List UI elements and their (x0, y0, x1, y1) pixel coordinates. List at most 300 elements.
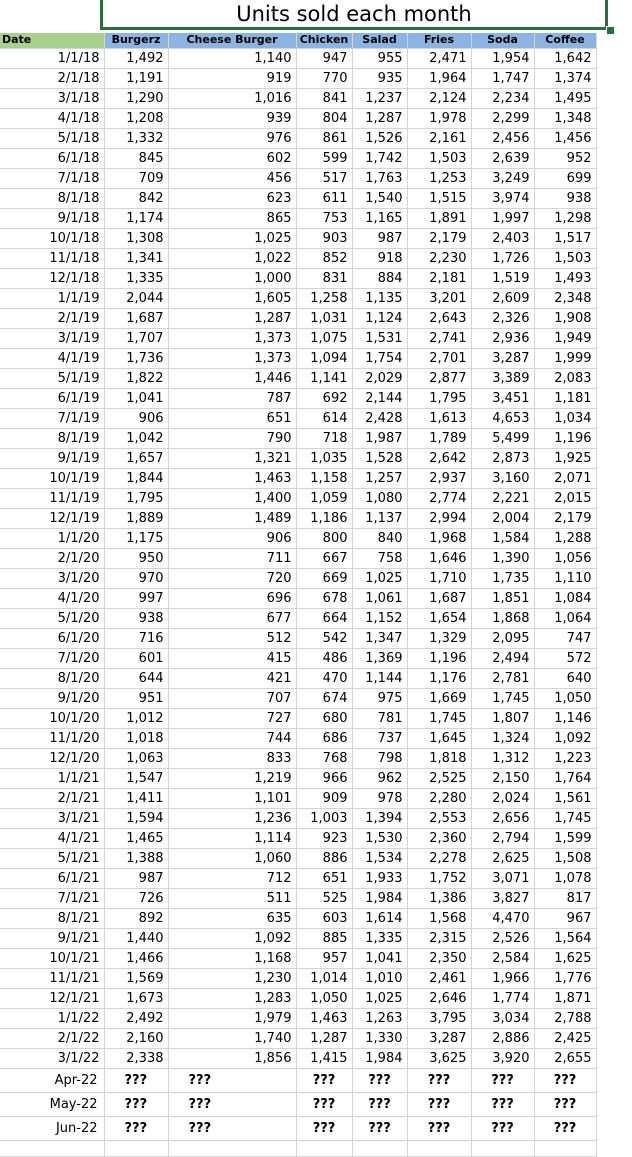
value-cell[interactable]: 2,029 (352, 368, 407, 388)
value-cell[interactable]: 1,003 (296, 808, 352, 828)
value-cell[interactable]: 938 (534, 188, 596, 208)
forecast-value-cell[interactable]: ??? (407, 1068, 471, 1092)
value-cell[interactable]: 1,141 (296, 368, 352, 388)
value-cell[interactable]: 906 (104, 408, 168, 428)
value-cell[interactable]: 1,012 (104, 708, 168, 728)
value-cell[interactable]: 1,373 (168, 328, 296, 348)
value-cell[interactable]: 1,987 (352, 428, 407, 448)
date-cell[interactable]: 7/1/20 (0, 648, 104, 668)
value-cell[interactable]: 2,083 (534, 368, 596, 388)
value-cell[interactable]: 1,025 (168, 228, 296, 248)
value-cell[interactable]: 718 (296, 428, 352, 448)
value-cell[interactable]: 976 (168, 128, 296, 148)
value-cell[interactable]: 2,492 (104, 1008, 168, 1028)
value-cell[interactable]: 1,137 (352, 508, 407, 528)
value-cell[interactable]: 674 (296, 688, 352, 708)
value-cell[interactable]: 1,146 (534, 708, 596, 728)
value-cell[interactable]: 804 (296, 108, 352, 128)
value-cell[interactable]: 957 (296, 948, 352, 968)
value-cell[interactable]: 1,080 (352, 488, 407, 508)
value-cell[interactable]: 1,818 (407, 748, 471, 768)
value-cell[interactable]: 709 (104, 168, 168, 188)
value-cell[interactable]: 1,508 (534, 848, 596, 868)
value-cell[interactable]: 1,078 (534, 868, 596, 888)
value-cell[interactable]: 1,968 (407, 528, 471, 548)
value-cell[interactable]: 3,201 (407, 288, 471, 308)
value-cell[interactable]: 669 (296, 568, 352, 588)
value-cell[interactable]: 1,642 (534, 48, 596, 68)
value-cell[interactable]: 1,031 (296, 308, 352, 328)
forecast-value-cell[interactable]: ??? (168, 1068, 296, 1092)
value-cell[interactable]: 623 (168, 188, 296, 208)
date-cell[interactable]: 6/1/20 (0, 628, 104, 648)
value-cell[interactable]: 1,110 (534, 568, 596, 588)
value-cell[interactable]: 1,041 (352, 948, 407, 968)
value-cell[interactable]: 892 (104, 908, 168, 928)
forecast-date-cell[interactable]: Jun-22 (0, 1116, 104, 1140)
value-cell[interactable]: 707 (168, 688, 296, 708)
value-cell[interactable]: 1,745 (471, 688, 534, 708)
value-cell[interactable]: 1,288 (534, 528, 596, 548)
value-cell[interactable]: 1,253 (407, 168, 471, 188)
value-cell[interactable]: 1,978 (407, 108, 471, 128)
value-cell[interactable]: 2,471 (407, 48, 471, 68)
value-cell[interactable]: 1,258 (296, 288, 352, 308)
value-cell[interactable]: 1,844 (104, 468, 168, 488)
value-cell[interactable]: 2,350 (407, 948, 471, 968)
value-cell[interactable]: 1,312 (471, 748, 534, 768)
empty-cell[interactable] (0, 1140, 104, 1156)
date-cell[interactable]: 10/1/19 (0, 468, 104, 488)
date-cell[interactable]: 2/1/20 (0, 548, 104, 568)
forecast-value-cell[interactable]: ??? (168, 1092, 296, 1116)
value-cell[interactable]: 1,463 (168, 468, 296, 488)
value-cell[interactable]: 1,949 (534, 328, 596, 348)
value-cell[interactable]: 1,335 (104, 268, 168, 288)
value-cell[interactable]: 1,645 (407, 728, 471, 748)
value-cell[interactable]: 1,034 (534, 408, 596, 428)
value-cell[interactable]: 1,495 (534, 88, 596, 108)
forecast-value-cell[interactable]: ??? (352, 1092, 407, 1116)
date-cell[interactable]: 10/1/18 (0, 228, 104, 248)
value-cell[interactable]: 1,219 (168, 768, 296, 788)
value-cell[interactable]: 1,287 (168, 308, 296, 328)
value-cell[interactable]: 2,781 (471, 668, 534, 688)
value-cell[interactable]: 1,135 (352, 288, 407, 308)
forecast-value-cell[interactable]: ??? (104, 1092, 168, 1116)
value-cell[interactable]: 511 (168, 888, 296, 908)
value-cell[interactable]: 1,056 (534, 548, 596, 568)
column-header-fries[interactable]: Fries (407, 33, 471, 48)
date-cell[interactable]: 3/1/22 (0, 1048, 104, 1068)
date-cell[interactable]: 4/1/19 (0, 348, 104, 368)
value-cell[interactable]: 1,966 (471, 968, 534, 988)
value-cell[interactable]: 2,179 (407, 228, 471, 248)
value-cell[interactable]: 787 (168, 388, 296, 408)
value-cell[interactable]: 1,526 (352, 128, 407, 148)
value-cell[interactable]: 1,933 (352, 868, 407, 888)
value-cell[interactable]: 747 (534, 628, 596, 648)
value-cell[interactable]: 2,937 (407, 468, 471, 488)
value-cell[interactable]: 1,752 (407, 868, 471, 888)
value-cell[interactable]: 817 (534, 888, 596, 908)
date-cell[interactable]: 11/1/21 (0, 968, 104, 988)
value-cell[interactable]: 2,221 (471, 488, 534, 508)
column-header-coffee[interactable]: Coffee (534, 33, 596, 48)
value-cell[interactable]: 1,025 (352, 568, 407, 588)
value-cell[interactable]: 1,979 (168, 1008, 296, 1028)
value-cell[interactable]: 2,584 (471, 948, 534, 968)
chart-title-box[interactable] (100, 0, 608, 30)
value-cell[interactable]: 2,161 (407, 128, 471, 148)
value-cell[interactable]: 1,329 (407, 628, 471, 648)
value-cell[interactable]: 1,599 (534, 828, 596, 848)
value-cell[interactable]: 1,196 (534, 428, 596, 448)
value-cell[interactable]: 4,653 (471, 408, 534, 428)
value-cell[interactable]: 1,374 (534, 68, 596, 88)
value-cell[interactable]: 3,287 (407, 1028, 471, 1048)
value-cell[interactable]: 861 (296, 128, 352, 148)
value-cell[interactable]: 603 (296, 908, 352, 928)
value-cell[interactable]: 987 (104, 868, 168, 888)
value-cell[interactable]: 1,465 (104, 828, 168, 848)
value-cell[interactable]: 2,877 (407, 368, 471, 388)
date-cell[interactable]: 6/1/18 (0, 148, 104, 168)
value-cell[interactable]: 1,084 (534, 588, 596, 608)
value-cell[interactable]: 758 (352, 548, 407, 568)
value-cell[interactable]: 2,456 (471, 128, 534, 148)
value-cell[interactable]: 3,827 (471, 888, 534, 908)
value-cell[interactable]: 2,642 (407, 448, 471, 468)
value-cell[interactable]: 1,394 (352, 808, 407, 828)
date-cell[interactable]: 9/1/20 (0, 688, 104, 708)
date-cell[interactable]: 8/1/21 (0, 908, 104, 928)
value-cell[interactable]: 1,547 (104, 768, 168, 788)
value-cell[interactable]: 644 (104, 668, 168, 688)
value-cell[interactable]: 1,287 (352, 108, 407, 128)
value-cell[interactable]: 2,315 (407, 928, 471, 948)
value-cell[interactable]: 726 (104, 888, 168, 908)
value-cell[interactable]: 3,249 (471, 168, 534, 188)
value-cell[interactable]: 1,789 (407, 428, 471, 448)
value-cell[interactable]: 1,534 (352, 848, 407, 868)
value-cell[interactable]: 1,223 (534, 748, 596, 768)
date-cell[interactable]: 11/1/19 (0, 488, 104, 508)
value-cell[interactable]: 1,871 (534, 988, 596, 1008)
value-cell[interactable]: 1,795 (104, 488, 168, 508)
value-cell[interactable]: 1,101 (168, 788, 296, 808)
value-cell[interactable]: 1,735 (471, 568, 534, 588)
value-cell[interactable]: 966 (296, 768, 352, 788)
value-cell[interactable]: 1,736 (104, 348, 168, 368)
value-cell[interactable]: 884 (352, 268, 407, 288)
value-cell[interactable]: 1,657 (104, 448, 168, 468)
value-cell[interactable]: 517 (296, 168, 352, 188)
value-cell[interactable]: 3,071 (471, 868, 534, 888)
value-cell[interactable]: 2,701 (407, 348, 471, 368)
value-cell[interactable]: 1,324 (471, 728, 534, 748)
value-cell[interactable]: 1,114 (168, 828, 296, 848)
value-cell[interactable]: 1,776 (534, 968, 596, 988)
value-cell[interactable]: 997 (104, 588, 168, 608)
value-cell[interactable]: 1,774 (471, 988, 534, 1008)
value-cell[interactable]: 1,489 (168, 508, 296, 528)
value-cell[interactable]: 1,010 (352, 968, 407, 988)
date-cell[interactable]: 7/1/19 (0, 408, 104, 428)
value-cell[interactable]: 1,415 (296, 1048, 352, 1068)
date-cell[interactable]: 2/1/18 (0, 68, 104, 88)
value-cell[interactable]: 3,625 (407, 1048, 471, 1068)
date-cell[interactable]: 4/1/18 (0, 108, 104, 128)
forecast-value-cell[interactable]: ??? (534, 1092, 596, 1116)
forecast-date-cell[interactable]: May-22 (0, 1092, 104, 1116)
value-cell[interactable]: 1,347 (352, 628, 407, 648)
value-cell[interactable]: 842 (104, 188, 168, 208)
value-cell[interactable]: 1,446 (168, 368, 296, 388)
value-cell[interactable]: 1,298 (534, 208, 596, 228)
value-cell[interactable]: 512 (168, 628, 296, 648)
value-cell[interactable]: 2,643 (407, 308, 471, 328)
value-cell[interactable]: 1,332 (104, 128, 168, 148)
value-cell[interactable]: 2,774 (407, 488, 471, 508)
value-cell[interactable]: 1,140 (168, 48, 296, 68)
value-cell[interactable]: 1,400 (168, 488, 296, 508)
value-cell[interactable]: 1,175 (104, 528, 168, 548)
value-cell[interactable]: 1,889 (104, 508, 168, 528)
value-cell[interactable]: 2,278 (407, 848, 471, 868)
value-cell[interactable]: 967 (534, 908, 596, 928)
value-cell[interactable]: 1,493 (534, 268, 596, 288)
value-cell[interactable]: 2,181 (407, 268, 471, 288)
value-cell[interactable]: 1,561 (534, 788, 596, 808)
forecast-value-cell[interactable]: ??? (296, 1116, 352, 1140)
value-cell[interactable]: 696 (168, 588, 296, 608)
value-cell[interactable]: 947 (296, 48, 352, 68)
value-cell[interactable]: 1,625 (534, 948, 596, 968)
value-cell[interactable]: 415 (168, 648, 296, 668)
value-cell[interactable]: 2,873 (471, 448, 534, 468)
value-cell[interactable]: 886 (296, 848, 352, 868)
value-cell[interactable]: 2,160 (104, 1028, 168, 1048)
value-cell[interactable]: 1,168 (168, 948, 296, 968)
value-cell[interactable]: 1,997 (471, 208, 534, 228)
value-cell[interactable]: 1,726 (471, 248, 534, 268)
value-cell[interactable]: 3,974 (471, 188, 534, 208)
value-cell[interactable]: 1,061 (352, 588, 407, 608)
value-cell[interactable]: 2,788 (534, 1008, 596, 1028)
value-cell[interactable]: 1,263 (352, 1008, 407, 1028)
value-cell[interactable]: 1,075 (296, 328, 352, 348)
value-cell[interactable]: 1,569 (104, 968, 168, 988)
value-cell[interactable]: 939 (168, 108, 296, 128)
value-cell[interactable]: 2,230 (407, 248, 471, 268)
value-cell[interactable]: 692 (296, 388, 352, 408)
date-cell[interactable]: 7/1/18 (0, 168, 104, 188)
value-cell[interactable]: 1,605 (168, 288, 296, 308)
value-cell[interactable]: 1,568 (407, 908, 471, 928)
value-cell[interactable]: 1,176 (407, 668, 471, 688)
value-cell[interactable]: 2,338 (104, 1048, 168, 1068)
value-cell[interactable]: 2,494 (471, 648, 534, 668)
value-cell[interactable]: 923 (296, 828, 352, 848)
value-cell[interactable]: 1,158 (296, 468, 352, 488)
value-cell[interactable]: 909 (296, 788, 352, 808)
value-cell[interactable]: 1,092 (168, 928, 296, 948)
value-cell[interactable]: 1,646 (407, 548, 471, 568)
value-cell[interactable]: 753 (296, 208, 352, 228)
date-cell[interactable]: 9/1/18 (0, 208, 104, 228)
value-cell[interactable]: 950 (104, 548, 168, 568)
value-cell[interactable]: 2,179 (534, 508, 596, 528)
forecast-value-cell[interactable]: ??? (407, 1092, 471, 1116)
column-header-date[interactable]: Date (0, 33, 104, 48)
selection-resize-handle[interactable] (606, 26, 615, 35)
value-cell[interactable]: 3,795 (407, 1008, 471, 1028)
value-cell[interactable]: 2,024 (471, 788, 534, 808)
value-cell[interactable]: 1,503 (534, 248, 596, 268)
value-cell[interactable]: 1,174 (104, 208, 168, 228)
empty-cell[interactable] (296, 1140, 352, 1156)
value-cell[interactable]: 602 (168, 148, 296, 168)
value-cell[interactable]: 1,528 (352, 448, 407, 468)
date-cell[interactable]: 4/1/20 (0, 588, 104, 608)
value-cell[interactable]: 903 (296, 228, 352, 248)
value-cell[interactable]: 987 (352, 228, 407, 248)
value-cell[interactable]: 1,208 (104, 108, 168, 128)
date-cell[interactable]: 3/1/20 (0, 568, 104, 588)
value-cell[interactable]: 1,856 (168, 1048, 296, 1068)
value-cell[interactable]: 3,034 (471, 1008, 534, 1028)
value-cell[interactable]: 2,326 (471, 308, 534, 328)
date-cell[interactable]: 3/1/18 (0, 88, 104, 108)
forecast-value-cell[interactable]: ??? (534, 1068, 596, 1092)
value-cell[interactable]: 840 (352, 528, 407, 548)
date-cell[interactable]: 8/1/20 (0, 668, 104, 688)
value-cell[interactable]: 1,000 (168, 268, 296, 288)
value-cell[interactable]: 1,035 (296, 448, 352, 468)
value-cell[interactable]: 1,094 (296, 348, 352, 368)
date-cell[interactable]: 10/1/20 (0, 708, 104, 728)
value-cell[interactable]: 737 (352, 728, 407, 748)
value-cell[interactable]: 651 (168, 408, 296, 428)
value-cell[interactable]: 1,614 (352, 908, 407, 928)
value-cell[interactable]: 2,425 (534, 1028, 596, 1048)
value-cell[interactable]: 1,388 (104, 848, 168, 868)
value-cell[interactable]: 677 (168, 608, 296, 628)
forecast-value-cell[interactable]: ??? (168, 1116, 296, 1140)
value-cell[interactable]: 770 (296, 68, 352, 88)
value-cell[interactable]: 885 (296, 928, 352, 948)
value-cell[interactable]: 1,822 (104, 368, 168, 388)
value-cell[interactable]: 2,360 (407, 828, 471, 848)
value-cell[interactable]: 1,594 (104, 808, 168, 828)
value-cell[interactable]: 1,795 (407, 388, 471, 408)
value-cell[interactable]: 1,050 (296, 988, 352, 1008)
value-cell[interactable]: 1,092 (534, 728, 596, 748)
value-cell[interactable]: 1,984 (352, 1048, 407, 1068)
value-cell[interactable]: 1,018 (104, 728, 168, 748)
value-cell[interactable]: 525 (296, 888, 352, 908)
column-header-soda[interactable]: Soda (471, 33, 534, 48)
value-cell[interactable]: 664 (296, 608, 352, 628)
value-cell[interactable]: 1,687 (104, 308, 168, 328)
value-cell[interactable]: 1,999 (534, 348, 596, 368)
value-cell[interactable]: 1,530 (352, 828, 407, 848)
value-cell[interactable]: 572 (534, 648, 596, 668)
value-cell[interactable]: 2,044 (104, 288, 168, 308)
value-cell[interactable]: 955 (352, 48, 407, 68)
value-cell[interactable]: 1,891 (407, 208, 471, 228)
value-cell[interactable]: 1,954 (471, 48, 534, 68)
value-cell[interactable]: 1,236 (168, 808, 296, 828)
value-cell[interactable]: 1,851 (471, 588, 534, 608)
value-cell[interactable]: 845 (104, 148, 168, 168)
value-cell[interactable]: 1,564 (534, 928, 596, 948)
value-cell[interactable]: 865 (168, 208, 296, 228)
value-cell[interactable]: 2,015 (534, 488, 596, 508)
date-cell[interactable]: 6/1/19 (0, 388, 104, 408)
value-cell[interactable]: 1,152 (352, 608, 407, 628)
value-cell[interactable]: 1,763 (352, 168, 407, 188)
value-cell[interactable]: 2,095 (471, 628, 534, 648)
value-cell[interactable]: 1,321 (168, 448, 296, 468)
value-cell[interactable]: 727 (168, 708, 296, 728)
value-cell[interactable]: 456 (168, 168, 296, 188)
value-cell[interactable]: 1,290 (104, 88, 168, 108)
date-cell[interactable]: 1/1/22 (0, 1008, 104, 1028)
date-cell[interactable]: 4/1/21 (0, 828, 104, 848)
date-cell[interactable]: 11/1/18 (0, 248, 104, 268)
forecast-value-cell[interactable]: ??? (352, 1116, 407, 1140)
value-cell[interactable]: 2,609 (471, 288, 534, 308)
date-cell[interactable]: 12/1/21 (0, 988, 104, 1008)
value-cell[interactable]: 2,936 (471, 328, 534, 348)
value-cell[interactable]: 975 (352, 688, 407, 708)
value-cell[interactable]: 699 (534, 168, 596, 188)
value-cell[interactable]: 2,144 (352, 388, 407, 408)
value-cell[interactable]: 962 (352, 768, 407, 788)
date-cell[interactable]: 8/1/18 (0, 188, 104, 208)
value-cell[interactable]: 1,016 (168, 88, 296, 108)
value-cell[interactable]: 1,050 (534, 688, 596, 708)
value-cell[interactable]: 1,257 (352, 468, 407, 488)
date-cell[interactable]: 11/1/20 (0, 728, 104, 748)
value-cell[interactable]: 1,764 (534, 768, 596, 788)
forecast-value-cell[interactable]: ??? (471, 1092, 534, 1116)
value-cell[interactable]: 1,014 (296, 968, 352, 988)
value-cell[interactable]: 1,386 (407, 888, 471, 908)
value-cell[interactable]: 790 (168, 428, 296, 448)
value-cell[interactable]: 1,964 (407, 68, 471, 88)
date-cell[interactable]: 9/1/19 (0, 448, 104, 468)
value-cell[interactable]: 1,742 (352, 148, 407, 168)
value-cell[interactable]: 1,613 (407, 408, 471, 428)
value-cell[interactable]: 2,150 (471, 768, 534, 788)
value-cell[interactable]: 1,237 (352, 88, 407, 108)
value-cell[interactable]: 1,230 (168, 968, 296, 988)
value-cell[interactable]: 2,553 (407, 808, 471, 828)
value-cell[interactable]: 951 (104, 688, 168, 708)
value-cell[interactable]: 1,669 (407, 688, 471, 708)
value-cell[interactable]: 1,687 (407, 588, 471, 608)
value-cell[interactable]: 1,456 (534, 128, 596, 148)
value-cell[interactable]: 800 (296, 528, 352, 548)
value-cell[interactable]: 1,515 (407, 188, 471, 208)
value-cell[interactable]: 1,330 (352, 1028, 407, 1048)
value-cell[interactable]: 1,025 (352, 988, 407, 1008)
date-cell[interactable]: 1/1/18 (0, 48, 104, 68)
value-cell[interactable]: 852 (296, 248, 352, 268)
